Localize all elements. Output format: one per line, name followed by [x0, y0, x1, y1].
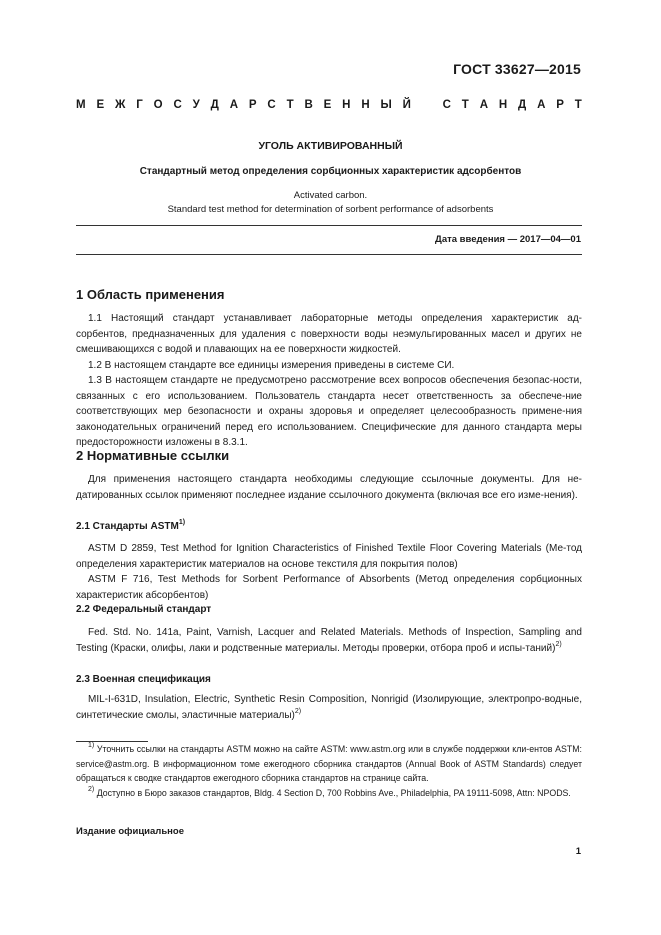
- official-edition-label: Издание официальное: [76, 826, 184, 837]
- mil-spec-ref: [76, 692, 582, 723]
- banner-letter: Ы: [380, 99, 392, 111]
- section1-p3: 1.3 В настоящем стандарте не предусмотрено рассмотрение всех вопросов обеспечения безопас-ности, связанных с его использованием. Пользователь стандарта несет ответственность за обеспече-ние соответствующих мер безопасности и охраны здоровья и определяет целесообразность примене-ния законодательных ограничений перед его использованием. Специфические для данного стандарта меры предосторожности изложены в 8.3.1.: [76, 375, 582, 448]
- astm-f716-ref: ASTM F 716, Test Methods for Sorbent Performance of Absorbents (Метод определения сорбционных характеристик абсорбентов): [76, 574, 582, 601]
- banner-letter: Е: [323, 99, 332, 111]
- document-title: УГОЛЬ АКТИВИРОВАННЫЙ: [258, 140, 403, 152]
- section2-3-heading: 2.3 Военная спецификация: [76, 674, 211, 685]
- interstate-standard-banner: [76, 99, 582, 111]
- section2-1-body: [76, 541, 582, 603]
- section2-1-heading: [76, 521, 185, 532]
- section1-p2: 1.2 В настоящем стандарте все единицы измерения приведены в системе СИ.: [88, 359, 455, 371]
- banner-letter: Д: [210, 99, 219, 111]
- section2-heading: 2 Нормативные ссылки: [76, 448, 230, 463]
- english-title-line1: Activated carbon.: [293, 190, 368, 201]
- footnote-2: [76, 786, 582, 801]
- mil-spec-ref-text: MIL-I-631D, Insulation, Electric, Synthetic Resin Composition, Nonrigid (Изолирующие, электропро-водные, синтетические смолы, эластичные материалы): [76, 694, 582, 721]
- section2-3-body: [76, 692, 582, 723]
- fed-std-ref-text: Fed. Std. No. 141a, Paint, Varnish, Lacquer and Related Materials. Methods of Inspection, Sampling and Testing (Краски, олифы, лаки и родственные материалы. Методы проверки, отбора проб и испы-таний): [76, 627, 582, 654]
- banner-letter: Ж: [114, 99, 126, 111]
- banner-letter: Н: [342, 99, 351, 111]
- footnote-1: [76, 742, 582, 786]
- footnote-1-mark: 1): [88, 742, 95, 749]
- banner-letter: Д: [518, 99, 527, 111]
- footnote-ref-2b: 2): [294, 707, 302, 715]
- section2-intro: [76, 472, 582, 503]
- section1-body: [76, 311, 582, 451]
- footnote-1-text: Уточнить ссылки на стандарты ASTM можно на сайте ASTM: www.astm.org или в службе поддержки кли-ентов ASTM: service@astm.org. В информационном томе ежегодного сборника стандартов (Annual Book of ASTM Standards) следует обращаться к сводке стандартов ежегодного сборника стандартов на странице сайта.: [76, 744, 582, 783]
- banner-letter: С: [267, 99, 276, 111]
- fed-std-ref: [76, 625, 582, 656]
- banner-gap: [422, 99, 432, 111]
- banner-letter: А: [229, 99, 239, 111]
- banner-letter: У: [192, 99, 200, 111]
- banner-letter: А: [479, 99, 488, 111]
- banner-letter: Т: [286, 99, 294, 111]
- section2-intro-text: Для применения настоящего стандарта необходимы следующие ссылочные документы. Для не-датированных ссылок применяют последнее издание ссылочного документа (включая все его изме-нения).: [76, 474, 582, 501]
- footnote-2-text: Доступно в Бюро заказов стандартов, Bldg. 4 Section D, 700 Robbins Ave., Philadelphia, PA 19111-5098, Attn: NPODS.: [96, 787, 571, 798]
- english-title-line2: Standard test method for determination of sorbent performance of adsorbents: [167, 204, 494, 215]
- gost-number: ГОСТ 33627—2015: [453, 61, 581, 77]
- banner-letter: А: [537, 99, 546, 111]
- section1-heading: 1 Область применения: [76, 287, 225, 302]
- footnote-ref-1: 1): [178, 519, 186, 526]
- footnote-ref-2a: 2): [555, 640, 562, 648]
- banner-letter: Н: [361, 99, 370, 111]
- banner-letter: Т: [461, 99, 469, 111]
- banner-letter: Н: [498, 99, 508, 111]
- banner-letter: Г: [136, 99, 143, 111]
- banner-letter: Р: [248, 99, 257, 111]
- footnotes: [76, 742, 582, 800]
- header-rule-top: [76, 225, 582, 226]
- banner-letter: М: [76, 99, 86, 111]
- section2-2-heading: 2.2 Федеральный стандарт: [76, 604, 212, 615]
- astm-d2859-ref: ASTM D 2859, Test Method for Ignition Characteristics of Finished Textile Floor Covering Materials (Ме-тод определения характеристик материалов на основе текстиля для покрытия полов): [76, 543, 582, 570]
- header-rule-bottom: [76, 254, 582, 255]
- banner-letter: В: [304, 99, 313, 111]
- footnote-2-mark: 2): [88, 785, 95, 793]
- english-title: [0, 189, 661, 217]
- banner-letter: С: [442, 99, 451, 111]
- banner-letter: С: [173, 99, 182, 111]
- effective-date: Дата введения — 2017—04—01: [435, 234, 581, 245]
- document-subtitle: Стандартный метод определения сорбционных характеристик адсорбентов: [139, 166, 522, 177]
- banner-letter: О: [153, 99, 163, 111]
- section2-2-body: [76, 625, 582, 656]
- banner-letter: Й: [402, 99, 411, 111]
- banner-letter: Т: [574, 99, 582, 111]
- banner-letter: Р: [556, 99, 564, 111]
- page-number: 1: [575, 846, 581, 857]
- banner-letter: Е: [96, 99, 105, 111]
- section2-1-heading-text: 2.1 Стандарты ASTM: [76, 521, 179, 532]
- section1-p1: 1.1 Настоящий стандарт устанавливает лабораторные методы определения характеристик ад-сорбентов, предназначенных для удаления с поверхности воды неэмульгированных масел и других не смешивающихся с водой и плавающих на ее поверхности жидкостей.: [76, 313, 582, 355]
